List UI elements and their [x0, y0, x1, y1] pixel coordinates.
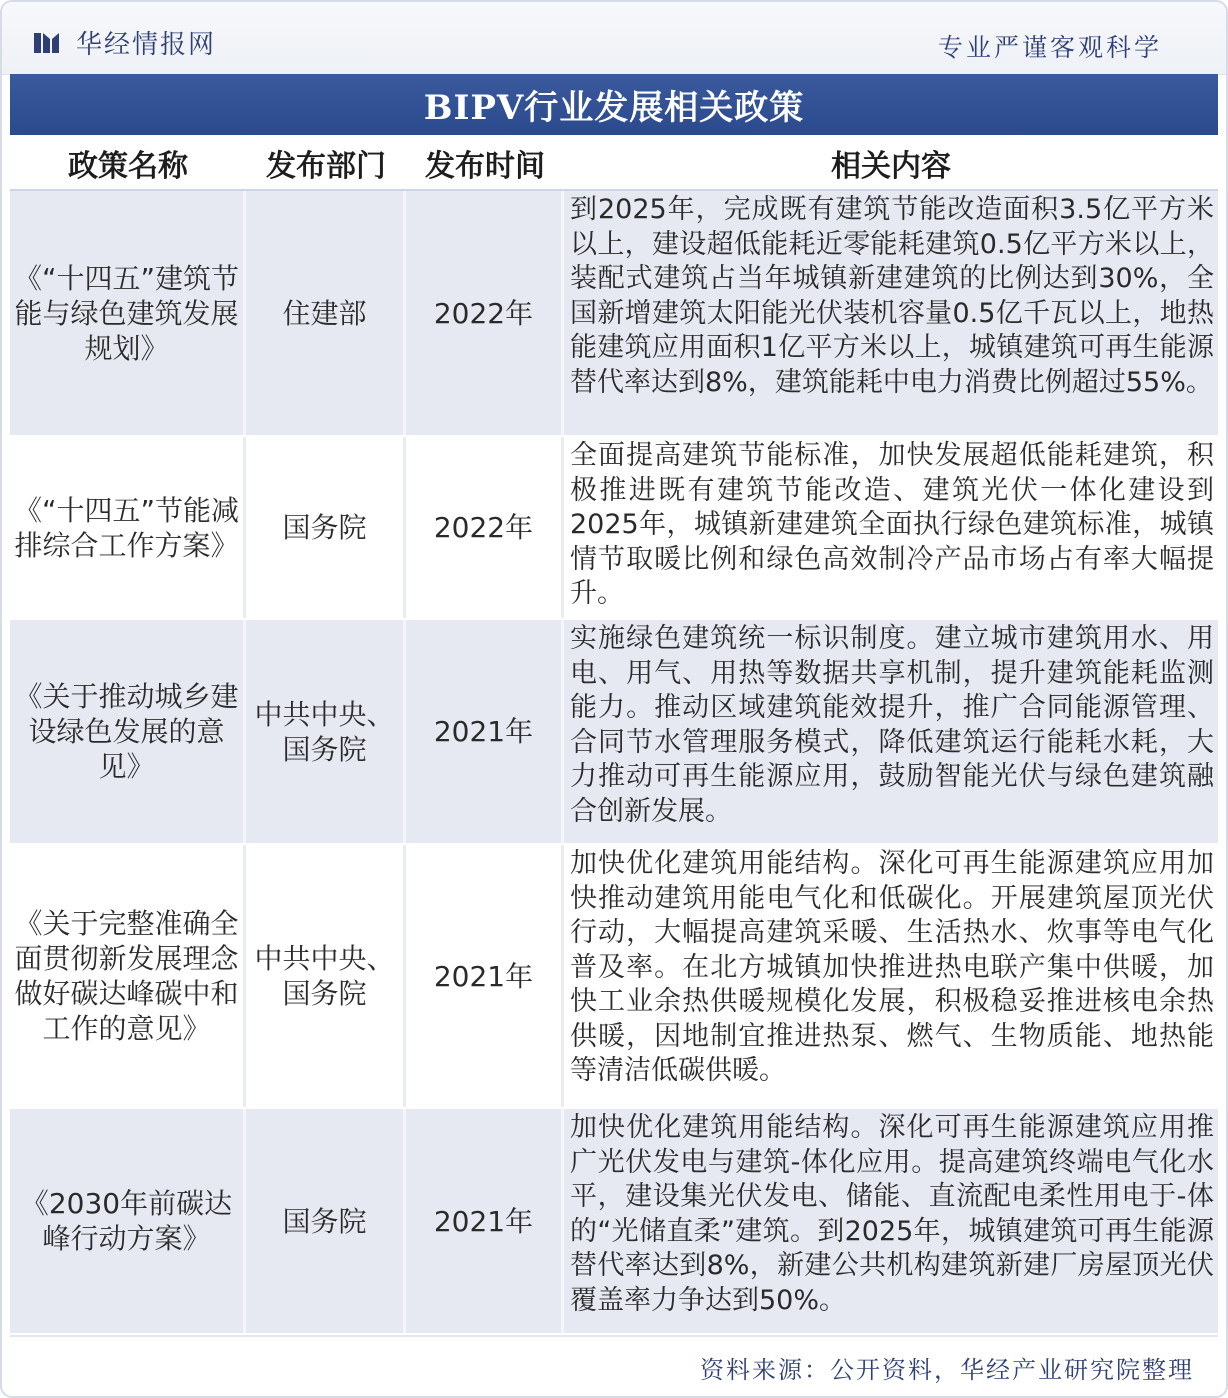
- table-row: [10, 437, 1218, 620]
- policy-dept: 中共中央、国务院: [246, 845, 406, 1107]
- policy-dept: 中共中央、国务院: [246, 620, 406, 843]
- column-header-date: 发布时间: [425, 149, 545, 184]
- policy-name: 《关于推动城乡建设绿色发展的意见》: [10, 620, 246, 843]
- table-row: [10, 1109, 1218, 1335]
- policy-name: 《“十四五”建筑节能与绿色建筑发展规划》: [10, 191, 246, 435]
- slogan: 专业严谨客观科学: [937, 33, 1162, 62]
- column-header-dept: 发布部门: [266, 149, 386, 184]
- policy-date: 2021年: [406, 845, 564, 1107]
- title-band: [10, 74, 1218, 135]
- source-note: 资料来源：公开资料，华经产业研究院整理: [700, 1356, 1194, 1384]
- policy-dept: 国务院: [246, 1109, 406, 1333]
- brand: [34, 24, 216, 61]
- policy-dept: 住建部: [246, 191, 406, 435]
- policy-name: 《关于完整准确全面贯彻新发展理念做好碳达峰碳中和工作的意见》: [10, 845, 246, 1107]
- column-header-name: 政策名称: [68, 149, 188, 184]
- policy-date: 2022年: [406, 191, 564, 435]
- policy-date: 2021年: [406, 1109, 564, 1333]
- column-header-content: 相关内容: [831, 149, 951, 184]
- table-row: [10, 845, 1218, 1109]
- policy-dept: 国务院: [246, 437, 406, 618]
- policy-content: 实施绿色建筑统一标识制度。建立城市建筑用水、用电、用气、用热等数据共享机制，提升建筑能耗监测能力。推动区域建筑能效提升，推广合同能源管理、合同节水管理服务模式，降低建筑运行能耗水耗，大力推动可再生能源应用，鼓励智能光伏与绿色建筑融合创新发展。: [564, 620, 1218, 843]
- policy-table: [10, 137, 1218, 1335]
- table-row: [10, 620, 1218, 845]
- table-header: [10, 137, 1218, 191]
- policy-date: 2022年: [406, 437, 564, 618]
- brand-name: 华经情报网: [76, 30, 217, 60]
- header-bar: [2, 2, 1226, 75]
- policy-name: 《“十四五”节能减排综合工作方案》: [10, 437, 246, 618]
- brand-logo-icon: [34, 29, 64, 57]
- policy-content: 加快优化建筑用能结构。深化可再生能源建筑应用加快推动建筑用能电气化和低碳化。开展建筑屋顶光伏行动，大幅提高建筑采暖、生活热水、炊事等电气化普及率。在北方城镇加快推进热电联产集中供暖，加快工业余热供暖规模化发展，积极稳妥推进核电余热供暖，因地制宜推进热泵、燃气、生物质能、地热能等清洁低碳供暖。: [564, 845, 1218, 1107]
- policy-name: 《2030年前碳达峰行动方案》: [10, 1109, 246, 1333]
- divider: [10, 1335, 1218, 1337]
- page-title: BIPV行业发展相关政策: [423, 88, 805, 128]
- policy-content: 加快优化建筑用能结构。深化可再生能源建筑应用推广光伏发电与建筑-体化应用。提高建筑终端电气化水平，建设集光伏发电、储能、直流配电柔性用电于-体的“光储直柔”建筑。到2025年，城镇建筑可再生能源替代率达到8%，新建公共机构建筑新建厂房屋顶光伏覆盖率力争达到50%。: [564, 1109, 1218, 1333]
- policy-content: 到2025年，完成既有建筑节能改造面积3.5亿平方米以上，建设超低能耗近零能耗建筑0.5亿平方米以上，装配式建筑占当年城镇新建建筑的比例达到30%，全国新增建筑太阳能光伏装机容量0.5亿千瓦以上，地热能建筑应用面积1亿平方米以上，城镇建筑可再生能源替代率达到8%，建筑能耗中电力消费比例超过55%。: [564, 191, 1218, 435]
- policy-content: 全面提高建筑节能标准，加快发展超低能耗建筑，积极推进既有建筑节能改造、建筑光伏一体化建设到2025年，城镇新建建筑全面执行绿色建筑标准，城镇情节取暖比例和绿色高效制冷产品市场占有率大幅提升。: [564, 437, 1218, 618]
- table-row: [10, 191, 1218, 437]
- policy-date: 2021年: [406, 620, 564, 843]
